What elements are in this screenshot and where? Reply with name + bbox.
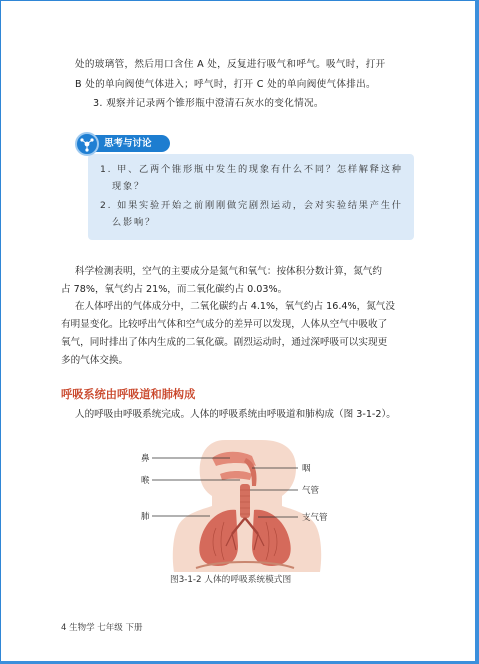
paragraph-line: 有明显变化。比较呼出气体和空气成分的差异可以发现，人体从空气中吸收了 (61, 319, 388, 330)
paragraph-line: 科学检测表明，空气的主要成分是氮气和氧气：按体积分数计算，氮气约 (75, 266, 382, 277)
label-bronchus: 支气管 (302, 513, 328, 523)
paragraph-line: 多的气体交换。 (61, 355, 129, 366)
question-1-line-2: 现象？ (112, 181, 145, 192)
paragraph-line: 在人体呼出的气体成分中，二氧化碳约占 4.1%，氧气约占 16.4%，氮气没 (75, 301, 395, 312)
figure-caption: 图3-1-2 人体的呼吸系统模式图 (170, 575, 292, 585)
paragraph-line: 占 78%，氧气约占 21%，而二氧化碳约占 0.03%。 (61, 284, 288, 295)
intro-line-2: B 处的单向阀使气体进入；呼气时，打开 C 处的单向阀使气体排出。 (75, 79, 376, 90)
question-2-line-2: 么影响？ (112, 217, 156, 228)
paragraph-line: 氧气，同时排出了体内生成的二氧化碳。剧烈运动时，通过深呼吸可以实现更 (61, 337, 388, 348)
label-larynx: 喉 (141, 476, 150, 486)
step-3: 3. 观察并记录两个锥形瓶中澄清石灰水的变化情况。 (93, 98, 324, 109)
section-body: 人的呼吸由呼吸系统完成。人体的呼吸系统由呼吸道和肺构成（图 3-1-2）。 (75, 409, 396, 420)
question-1-line-1: 1. 甲、乙两个锥形瓶中发生的现象有什么不同？怎样解释这种 (100, 164, 403, 175)
trachea-shape (240, 484, 250, 518)
label-lung: 肺 (141, 512, 150, 522)
label-nose: 鼻 (141, 454, 150, 464)
label-pharynx: 咽 (302, 464, 311, 474)
section-title: 呼吸系统由呼吸道和肺构成 (61, 388, 196, 401)
intro-line-1: 处的玻璃管，然后用口含住 A 处，反复进行吸气和呼气。吸气时，打开 (75, 59, 386, 70)
question-2-line-1: 2. 如果实验开始之前刚刚做完剧烈运动，会对实验结果产生什 (100, 200, 403, 211)
label-trachea: 气管 (302, 486, 320, 496)
page-footer: 4 生物学 七年级 下册 (61, 623, 143, 633)
discussion-tag: 思考与讨论 (88, 135, 170, 152)
